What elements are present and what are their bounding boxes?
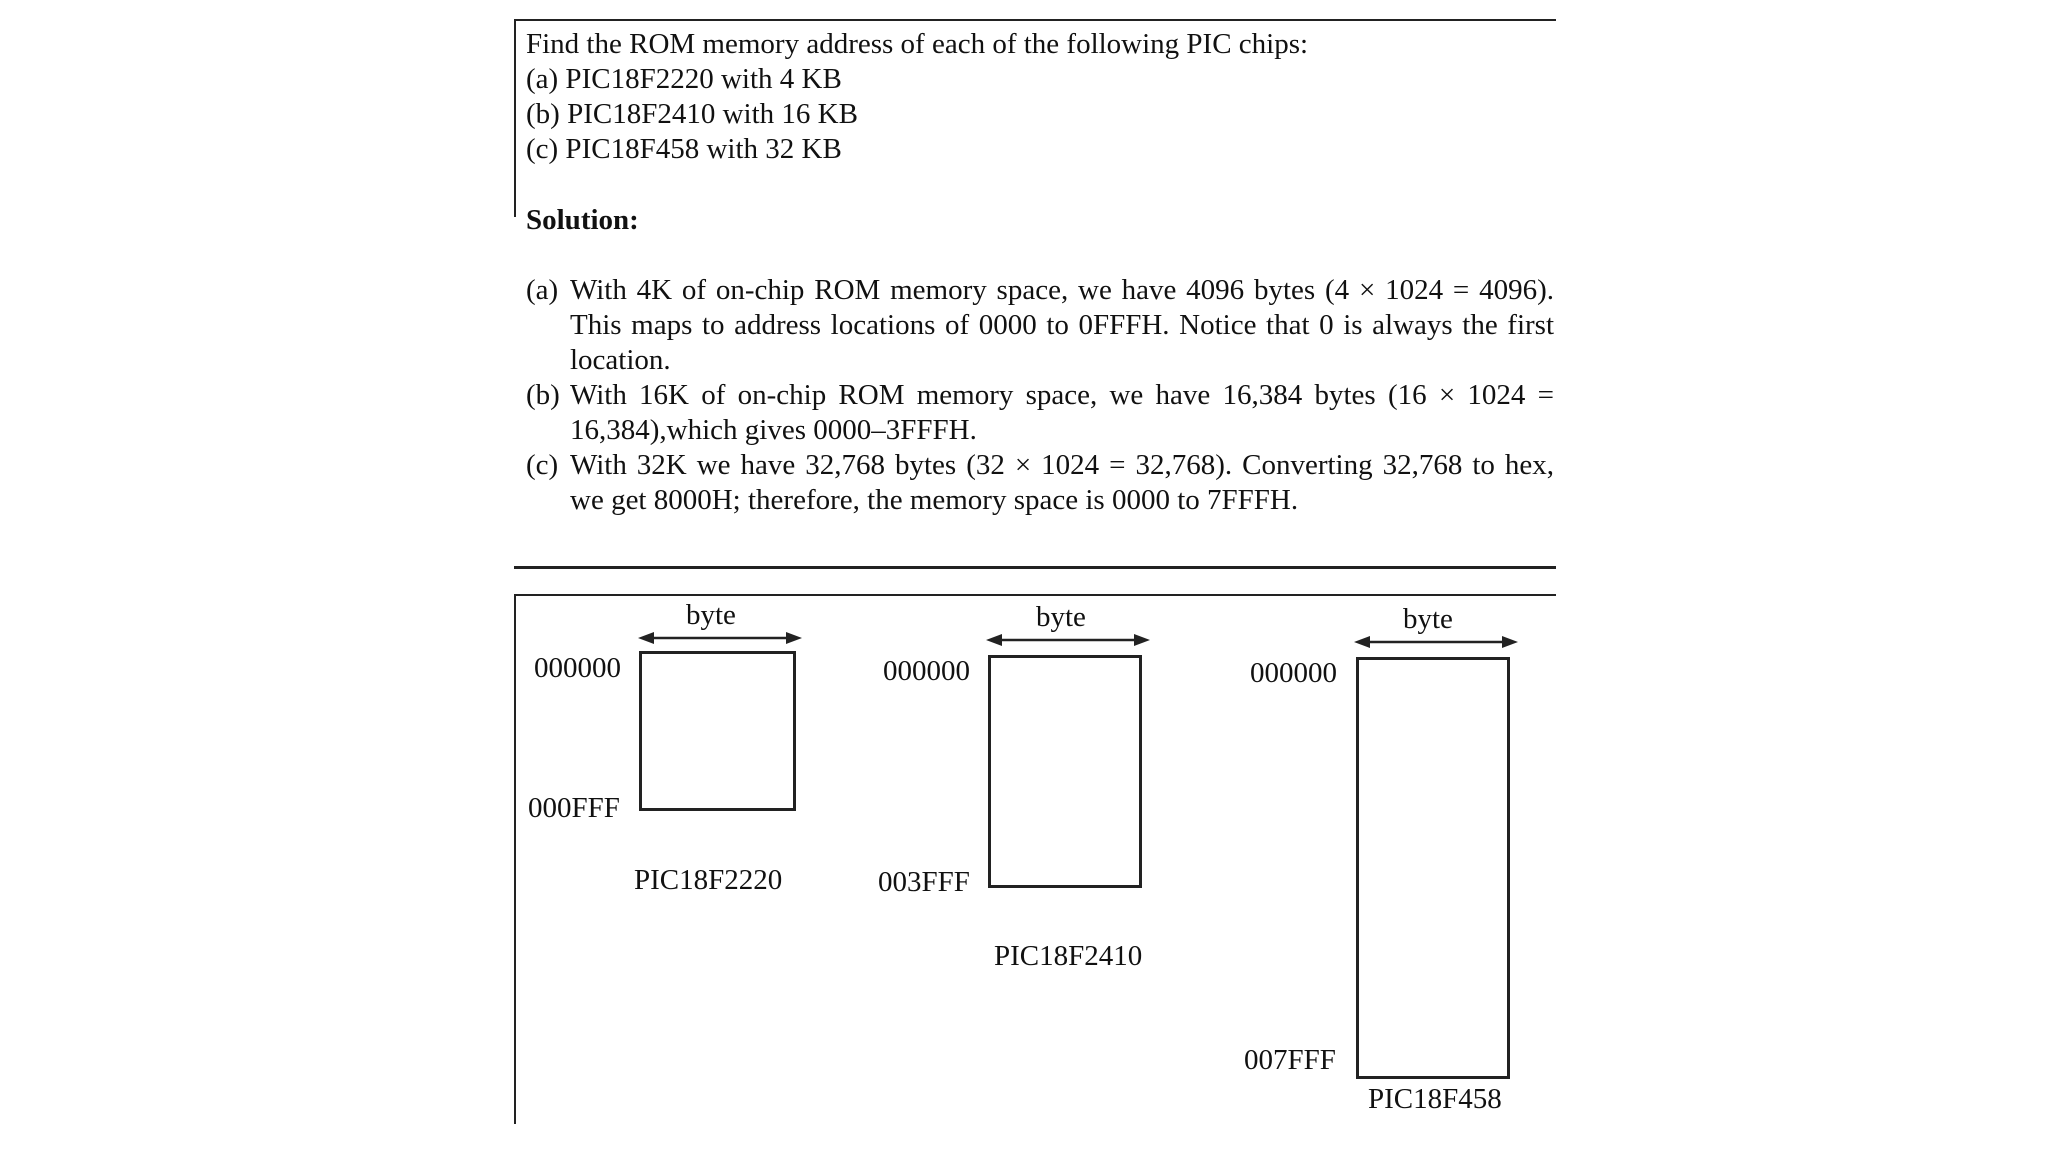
byte-label: byte <box>686 599 736 631</box>
solution-a-marker: (a) <box>526 274 559 306</box>
end-address-label: 003FFF <box>878 866 970 898</box>
end-address-label: 000FFF <box>528 792 620 824</box>
start-address-label: 000000 <box>534 652 621 684</box>
problem-intro: Find the ROM memory address of each of the following PIC chips: <box>526 28 1309 60</box>
solution-heading: Solution: <box>526 204 639 236</box>
top-rule <box>514 19 1556 21</box>
start-address-label: 000000 <box>883 655 970 687</box>
solution-c-line2: we get 8000H; therefore, the memory space is 0000 to 7FFFH. <box>570 484 1299 516</box>
byte-width-arrow <box>986 632 1150 648</box>
start-address-label: 000000 <box>1250 657 1337 689</box>
memory-block <box>1356 657 1510 1079</box>
memory-block <box>639 651 796 811</box>
figure-left-border <box>514 594 516 1124</box>
solution-b-line1: With 16K of on-chip ROM memory space, we have 16,384 bytes (16 × 1024 = <box>570 379 1554 411</box>
problem-item-b: (b) PIC18F2410 with 16 KB <box>526 98 858 130</box>
byte-width-arrow <box>1354 634 1518 650</box>
end-address-label: 007FFF <box>1244 1044 1336 1076</box>
problem-left-border <box>514 19 516 217</box>
chip-name-label: PIC18F2220 <box>634 864 783 896</box>
byte-label: byte <box>1403 603 1453 635</box>
section-divider <box>514 566 1556 569</box>
byte-width-arrow <box>638 630 802 646</box>
memory-block <box>988 655 1142 888</box>
figure-top-border <box>514 594 1556 596</box>
solution-a-line1: With 4K of on-chip ROM memory space, we have 4096 bytes (4 × 1024 = 4096). <box>570 274 1554 306</box>
solution-a-line3: location. <box>570 344 671 376</box>
problem-item-c: (c) PIC18F458 with 32 KB <box>526 133 842 165</box>
problem-item-a: (a) PIC18F2220 with 4 KB <box>526 63 842 95</box>
solution-c-line1: With 32K we have 32,768 bytes (32 × 1024 = 32,768). Converting 32,768 to hex, <box>570 449 1554 481</box>
solution-a-line2: This maps to address locations of 0000 to 0FFFH. Notice that 0 is always the first <box>570 309 1554 341</box>
solution-b-marker: (b) <box>526 379 560 411</box>
solution-c-marker: (c) <box>526 449 559 481</box>
solution-b-line2: 16,384),which gives 0000–3FFFH. <box>570 414 977 446</box>
byte-label: byte <box>1036 601 1086 633</box>
chip-name-label: PIC18F458 <box>1368 1083 1502 1115</box>
chip-name-label: PIC18F2410 <box>994 940 1143 972</box>
